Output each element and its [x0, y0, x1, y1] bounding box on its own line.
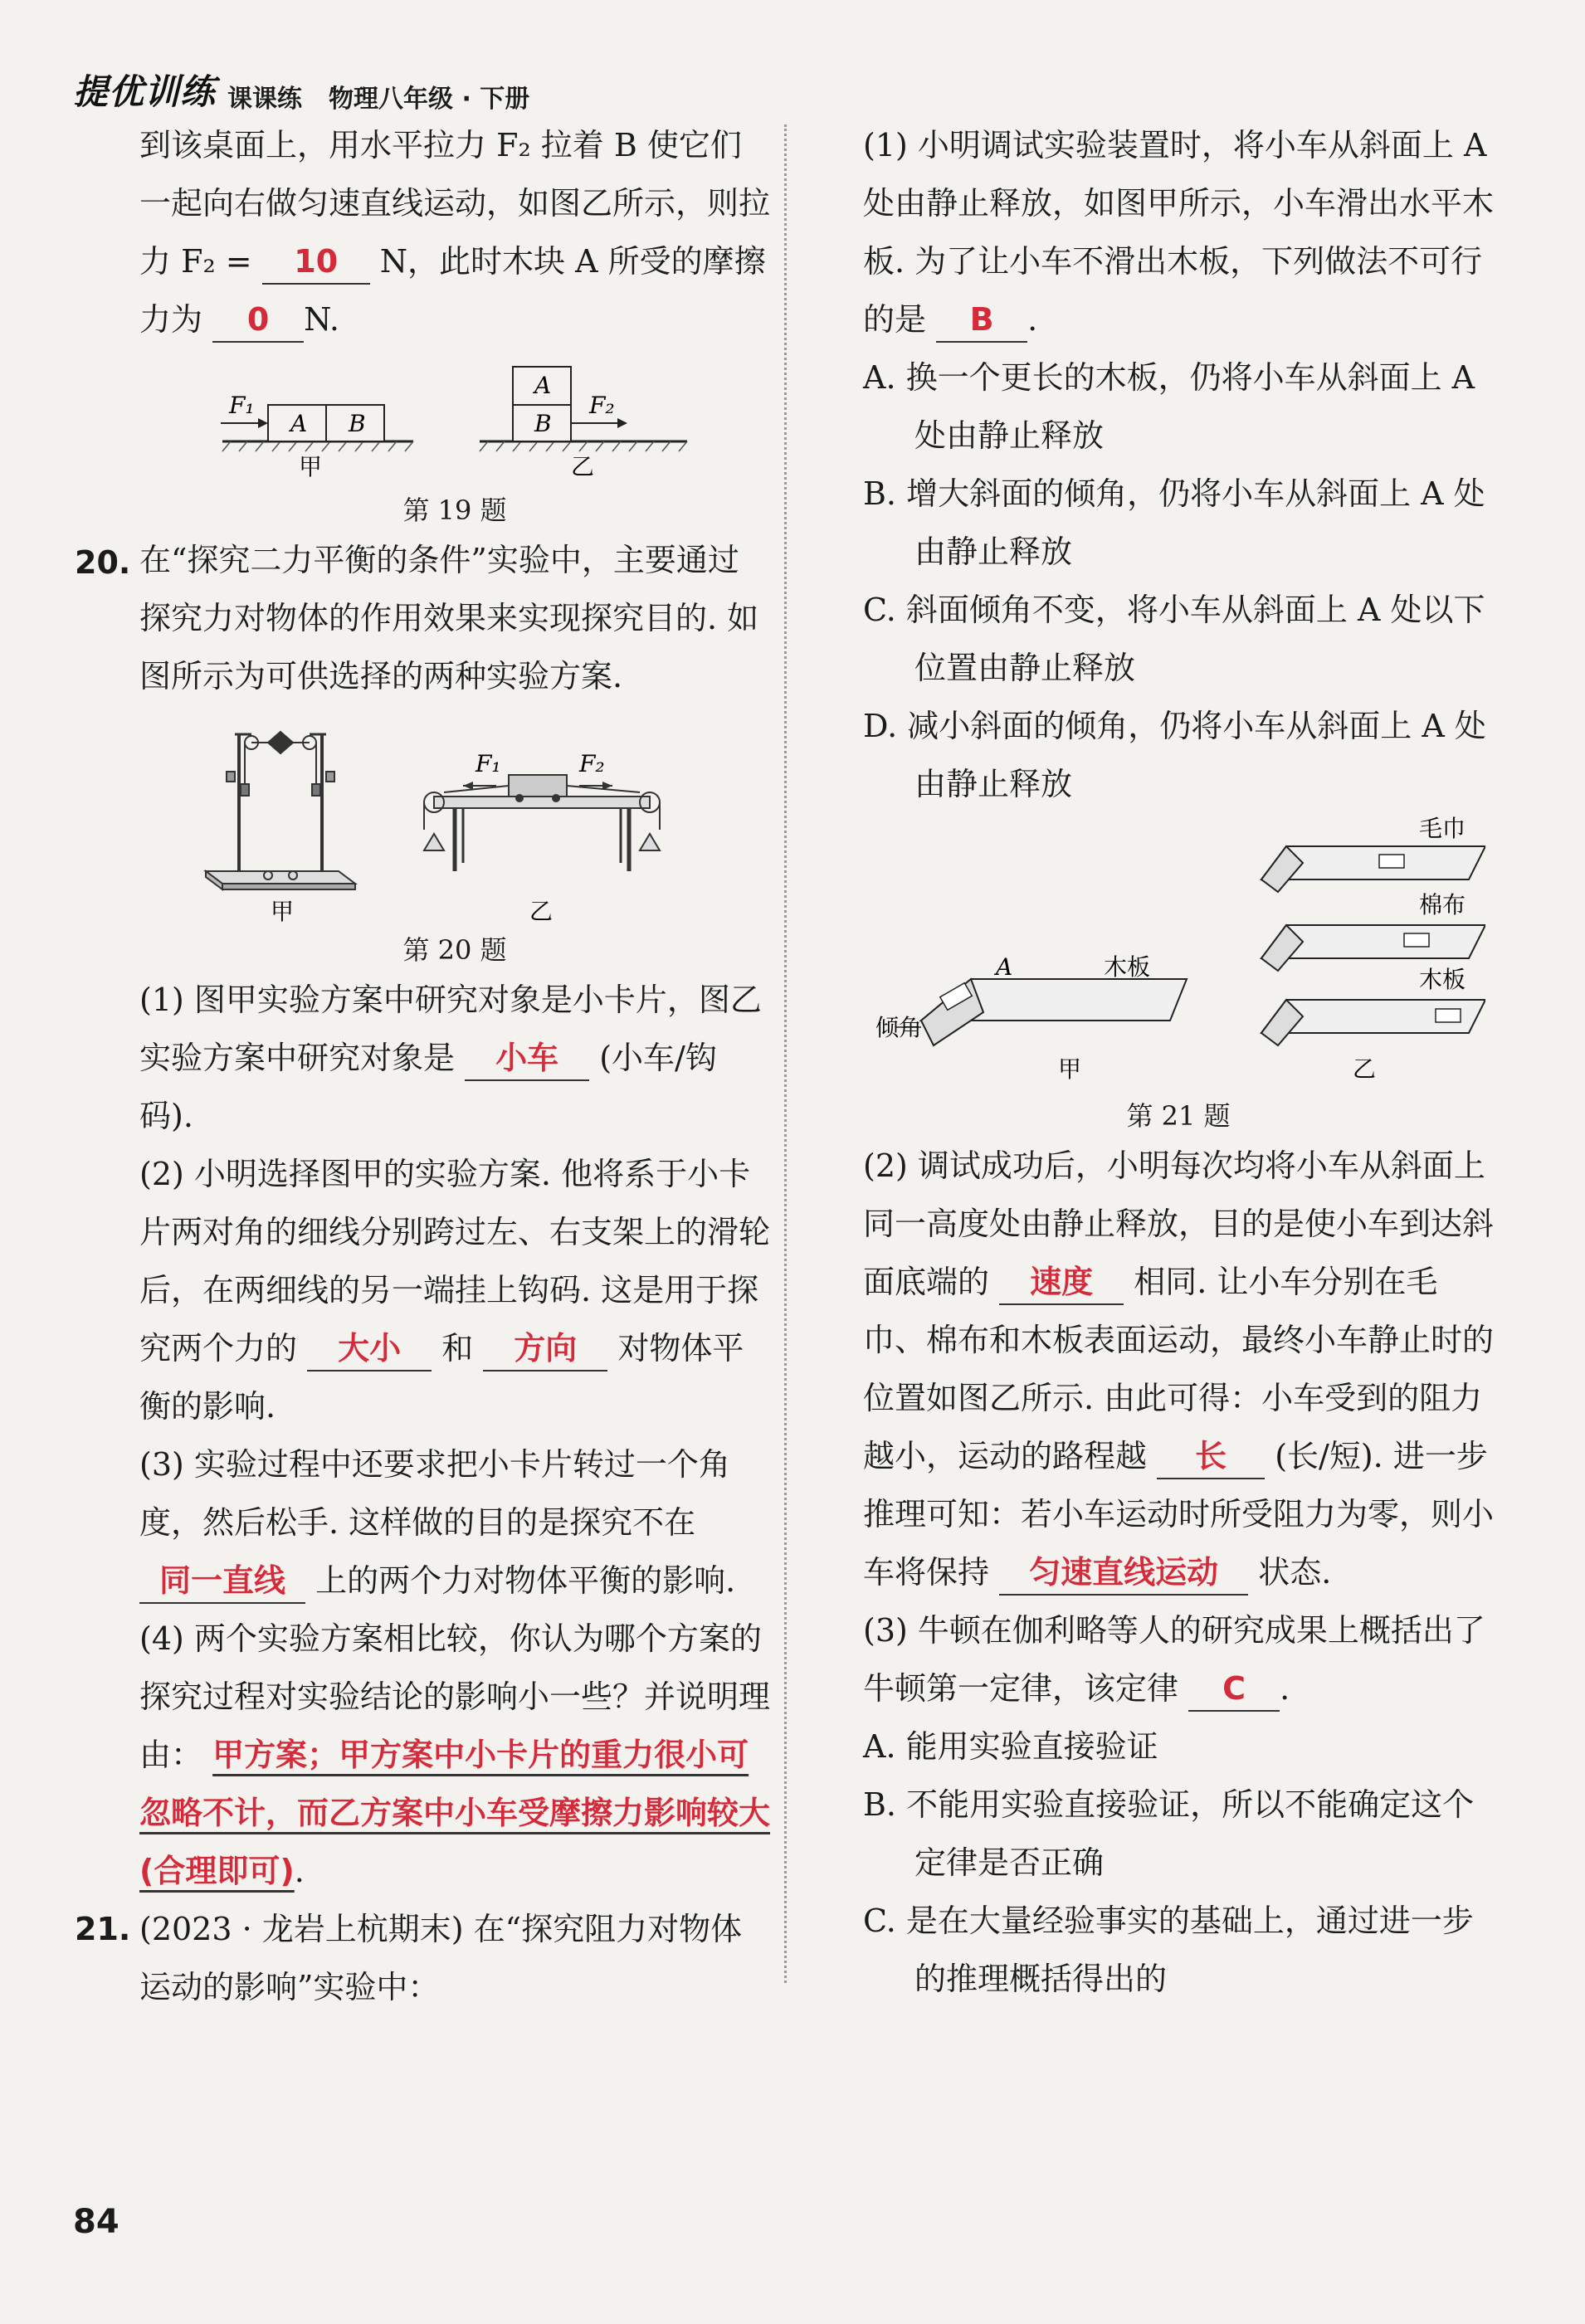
q19-answer-2: 0	[212, 298, 304, 343]
q21-p3-text-b: .	[1280, 1670, 1290, 1707]
label-jia-19: 甲	[299, 453, 323, 480]
q21-option-d: D. 减小斜面的倾角，仍将小车从斜面上 A 处由静止释放	[863, 708, 1486, 802]
right-column	[863, 116, 1494, 2008]
label-a-yi: A	[534, 372, 552, 399]
q20-part-4	[139, 1610, 770, 1900]
q21-option-a: A. 换一个更长的木板，仍将小车从斜面上 A 处由静止释放	[863, 359, 1475, 454]
q20-p4-answer: 甲方案；甲方案中小卡片的重力很小可忽略不计，而乙方案中小车受摩擦力影响较大(合理即可)	[139, 1737, 771, 1889]
q20-number: 20.	[75, 544, 131, 581]
label-yi-21: 乙	[1353, 1055, 1377, 1083]
q21-intro-block	[75, 1900, 770, 2016]
q21-p3-option-c: C. 是在大量经验事实的基础上，通过进一步的推理概括得出的	[863, 1903, 1474, 1997]
label-a-jia: A	[290, 410, 308, 437]
label-yi-19: 乙	[571, 453, 595, 480]
label-f1-jia: F₁	[229, 392, 255, 419]
q21-p2-text-c: (长/短). 进一步推理可知：若小车运动时所受阻力为零，则小车将保持	[863, 1438, 1495, 1591]
q20-p2-text-mid: 和	[441, 1330, 474, 1367]
q21-fig-yi	[1261, 815, 1485, 1083]
q21-p2-text-b: 相同. 让小车分别在毛巾、棉布和木板表面运动，最终小车静止时的位置如图乙所示. 由此可得：小车受到的阻力越小，运动的路程越	[863, 1264, 1495, 1474]
label-mianbu: 棉布	[1419, 891, 1466, 918]
q20-fig-yi	[424, 775, 660, 871]
q20-p3-answer: 同一直线	[139, 1559, 305, 1604]
q19-figure	[206, 348, 704, 490]
q20-p4-text-b: .	[294, 1853, 305, 1889]
q20-p1-answer: 小车	[465, 1036, 589, 1081]
label-yi-20: 乙	[529, 898, 554, 925]
label-a-21: A	[996, 953, 1013, 981]
q19-continuation	[139, 116, 770, 348]
q20-fig-jia	[206, 732, 355, 889]
q21-p3-option-b: B. 不能用实验直接验证，所以不能确定这个定律是否正确	[863, 1786, 1475, 1881]
q21-p3-option-a: A. 能用实验直接验证	[863, 1728, 1158, 1765]
series-title: 课课练	[227, 85, 303, 114]
q20-p2-text-b: 对物体平衡的影响.	[139, 1330, 744, 1425]
q21-p2-text-a: (2) 调试成功后，小明每次均将小车从斜面上同一高度处由静止释放，目的是使小车到达斜面底端的	[863, 1147, 1495, 1300]
q20-p2-text-a: (2) 小明选择图甲的实验方案. 他将系于小卡片两对角的细线分别跨过左、右支架上的滑轮后，在两细线的另一端挂上钩码. 这是用于探究两个力的	[139, 1156, 771, 1367]
q20-p1-text-b: (小车/钩码).	[139, 1040, 717, 1134]
q20-p2-answer-1: 大小	[307, 1327, 432, 1372]
q19-fig-yi	[480, 367, 687, 480]
q21-intro: (2023 · 龙岩上杭期末) 在“探究阻力对物体运动的影响”实验中：	[139, 1911, 743, 2005]
q20-p1-text-a: (1) 图甲实验方案中研究对象是小卡片，图乙实验方案中研究对象是	[139, 982, 762, 1076]
brand-title: 提优训练	[73, 71, 217, 112]
page-number: 84	[73, 2203, 119, 2241]
q21-figure	[871, 813, 1485, 1095]
q21-p1-text-a: (1) 小明调试实验装置时，将小车从斜面上 A 处由静止释放，如图甲所示，小车滑出水平木板. 为了让小车不滑出木板，下列做法不可行的是	[863, 127, 1495, 338]
q21-part-1	[863, 116, 1494, 348]
q21-fig-jia	[875, 953, 1187, 1083]
q21-option-b: B. 增大斜面的倾角，仍将小车从斜面上 A 处由静止释放	[863, 475, 1485, 570]
q20-part-1	[139, 971, 770, 1145]
label-muban-jia: 木板	[1104, 953, 1151, 981]
q21-p1-answer: B	[936, 298, 1027, 343]
label-maojin: 毛巾	[1419, 815, 1466, 842]
q20-p3-text-b: 上的两个力对物体平衡的影响.	[315, 1562, 736, 1599]
left-column	[75, 116, 771, 2016]
q21-p1-text-b: .	[1027, 301, 1038, 338]
label-f2-20: F₂	[579, 750, 605, 777]
label-f2-yi: F₂	[589, 392, 615, 419]
q20-part-2	[139, 1145, 770, 1435]
q21-p2-answer-2: 长	[1157, 1435, 1265, 1479]
q21-p2-answer-1: 速度	[999, 1260, 1124, 1305]
q21-caption: 第 21 题	[1126, 1100, 1231, 1132]
label-jia-20: 甲	[271, 898, 295, 925]
q19-text-1: 到该桌面上，用水平拉力 F₂ 拉着 B 使它们一起向右做匀速直线运动，如图乙所示，则拉力 F₂ =	[139, 127, 771, 280]
subject-title: 物理八年级 · 下册	[329, 85, 530, 114]
label-muban-yi: 木板	[1419, 966, 1466, 993]
q20-p3-text-a: (3) 实验过程中还要求把小卡片转过一个角度，然后松手. 这样做的目的是探究不在	[139, 1446, 730, 1541]
q21-p2-answer-3: 匀速直线运动	[999, 1551, 1248, 1596]
q19-answer-1: 10	[262, 240, 370, 285]
q20-p2-answer-2: 方向	[483, 1327, 607, 1372]
q19-text-2: N，此时木块 A 所受的摩擦力为	[139, 243, 766, 338]
q19-text-3: N.	[304, 301, 340, 338]
q21-p3-answer: C	[1188, 1667, 1280, 1712]
label-b-yi: B	[534, 410, 552, 437]
label-b-jia: B	[349, 410, 366, 437]
q21-p2-text-d: 状态.	[1258, 1554, 1332, 1591]
page-header	[73, 65, 529, 114]
q20-part-3	[139, 1435, 770, 1610]
q21-part-2	[863, 1137, 1494, 1601]
label-jia-21: 甲	[1058, 1055, 1082, 1083]
label-qingjiao: 倾角	[875, 1014, 923, 1041]
q21-option-c: C. 斜面倾角不变，将小车从斜面上 A 处以下位置由静止释放	[863, 592, 1485, 686]
column-divider	[784, 124, 787, 1983]
q19-caption: 第 19 题	[402, 495, 507, 526]
q21-number: 21.	[75, 1911, 131, 1947]
q19-fig-jia	[221, 392, 413, 480]
q20-intro: 在“探究二力平衡的条件”实验中，主要通过探究力对物体的作用效果来实现探究目的. 如图所示为可供选择的两种实验方案.	[139, 542, 759, 694]
q21-part-3	[863, 1601, 1494, 1717]
q21-p3-text-a: (3) 牛顿在伽利略等人的研究成果上概括出了牛顿第一定律，该定律	[863, 1612, 1485, 1707]
label-f1-20: F₁	[476, 750, 501, 777]
q20-caption: 第 20 题	[402, 934, 507, 966]
q20-p4-text-a: (4) 两个实验方案相比较，你认为哪个方案的探究过程对实验结论的影响小一些？并说明理由：	[139, 1620, 771, 1773]
q20-figure	[189, 705, 720, 929]
